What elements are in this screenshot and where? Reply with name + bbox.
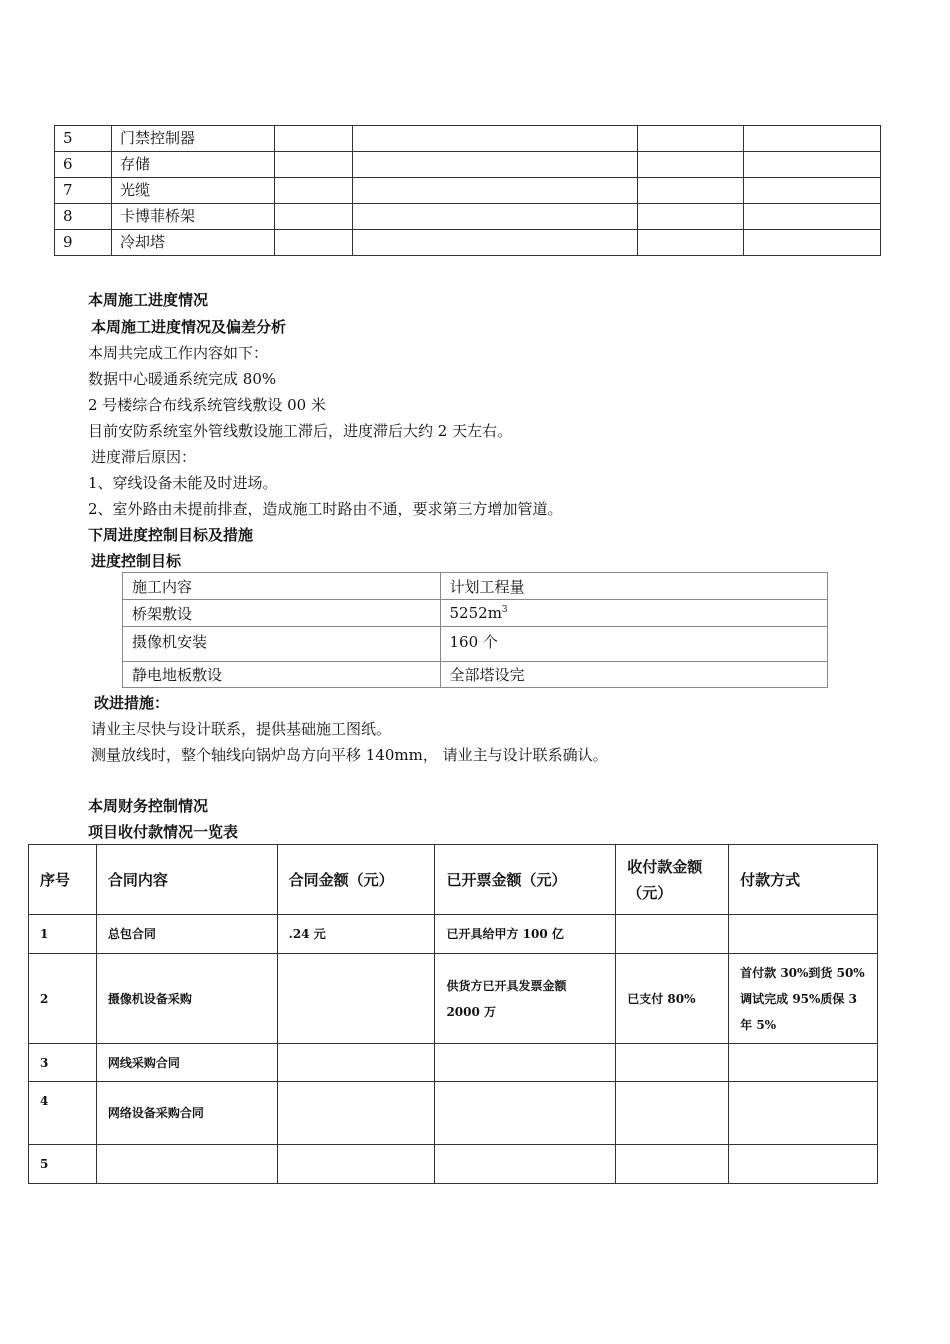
planned-quantity: 160 个 (440, 627, 827, 662)
table-row (29, 954, 878, 1044)
contract-amount: .24 元 (277, 915, 435, 954)
progress-line: 目前安防系统室外管线敷设施工滞后，进度滞后大约 2 天左右。 (88, 422, 513, 440)
planned-quantity: $5252m^3$ (440, 600, 827, 627)
contract-name: 网络设备采购合同 (96, 1082, 277, 1145)
contract-amount (277, 954, 435, 1044)
row-number: 9 (55, 230, 112, 256)
table-row (123, 662, 828, 688)
column-header: 计划工程量 (440, 573, 827, 600)
progress-line: 进度滞后原因： (91, 448, 197, 466)
column-header: 合同金额（元） (277, 845, 435, 915)
payment-amount: 已支付 80% (616, 954, 729, 1044)
table-row (29, 1145, 878, 1184)
progress-line: 2、室外路由未提前排查，造成施工时路由不通，要求第三方增加管道。 (88, 500, 563, 518)
equipment-name: 卡博菲桥架 (111, 204, 274, 230)
table-row (29, 915, 878, 954)
measure-line: 请业主尽快与设计联系，提供基础施工图纸。 (91, 720, 392, 738)
contract-name: 网线采购合同 (96, 1044, 277, 1082)
superscript: 3 (501, 605, 508, 615)
equipment-table (54, 125, 881, 256)
plan-table (122, 572, 828, 688)
table-row (123, 600, 828, 627)
measures-heading: 改进措施： (94, 694, 170, 712)
task-name: 桥架敷设 (123, 600, 441, 627)
finance-subheading: 项目收付款情况一览表 (88, 823, 239, 841)
row-number: 4 (29, 1082, 97, 1145)
table-header-row (29, 845, 878, 915)
equipment-name: 门禁控制器 (111, 126, 274, 152)
progress-line: 1、穿线设备未能及时进场。 (88, 474, 278, 492)
row-number: 5 (29, 1145, 97, 1184)
equipment-name: 光缆 (111, 178, 274, 204)
table-row (55, 126, 881, 152)
row-number: 7 (55, 178, 112, 204)
row-number: 6 (55, 152, 112, 178)
table-row (123, 627, 828, 662)
table-row (55, 152, 881, 178)
table-row (29, 1082, 878, 1145)
next-week-subheading: 进度控制目标 (91, 552, 182, 570)
finance-heading: 本周财务控制情况 (88, 797, 209, 815)
equipment-name: 冷却塔 (111, 230, 274, 256)
row-number: 3 (29, 1044, 97, 1082)
table-row (55, 204, 881, 230)
contract-name: 总包合同 (96, 915, 277, 954)
column-header: 付款方式 (729, 845, 878, 915)
table-header-row (123, 573, 828, 600)
row-number: 5 (55, 126, 112, 152)
progress-line: 数据中心暖通系统完成 80% (88, 370, 277, 388)
column-header: 收付款金额（元） (616, 845, 729, 915)
payment-method: 首付款 30%到货 50%调试完成 95%质保 3 年 5% (729, 954, 878, 1044)
column-header: 序号 (29, 845, 97, 915)
table-row (55, 178, 881, 204)
task-name: 静电地板敷设 (123, 662, 441, 688)
progress-heading: 本周施工进度情况 (88, 291, 209, 309)
progress-subheading: 本周施工进度情况及偏差分析 (91, 318, 287, 336)
progress-line: 2 号楼综合布线系统管线敷设 00 米 (88, 396, 326, 414)
row-number: 8 (55, 204, 112, 230)
table-row (29, 1044, 878, 1082)
measure-line: 测量放线时，整个轴线向锅炉岛方向平移 140mm， 请业主与设计联系确认。 (91, 746, 608, 764)
row-number: 1 (29, 915, 97, 954)
equipment-name: 存储 (111, 152, 274, 178)
invoiced-amount: 已开具给甲方 100 亿 (435, 915, 616, 954)
payment-method (729, 915, 878, 954)
contract-name: 摄像机设备采购 (96, 954, 277, 1044)
column-header: 已开票金额（元） (435, 845, 616, 915)
finance-table (28, 844, 878, 1184)
table-row (55, 230, 881, 256)
payment-amount (616, 915, 729, 954)
task-name: 摄像机安装 (123, 627, 441, 662)
next-week-heading: 下周进度控制目标及措施 (88, 526, 254, 544)
row-number: 2 (29, 954, 97, 1044)
column-header: 合同内容 (96, 845, 277, 915)
invoiced-amount: 供货方已开具发票金额 2000 万 (435, 954, 616, 1044)
progress-line: 本周共完成工作内容如下： (88, 344, 269, 362)
planned-quantity: 全部塔设完 (440, 662, 827, 688)
column-header: 施工内容 (123, 573, 441, 600)
